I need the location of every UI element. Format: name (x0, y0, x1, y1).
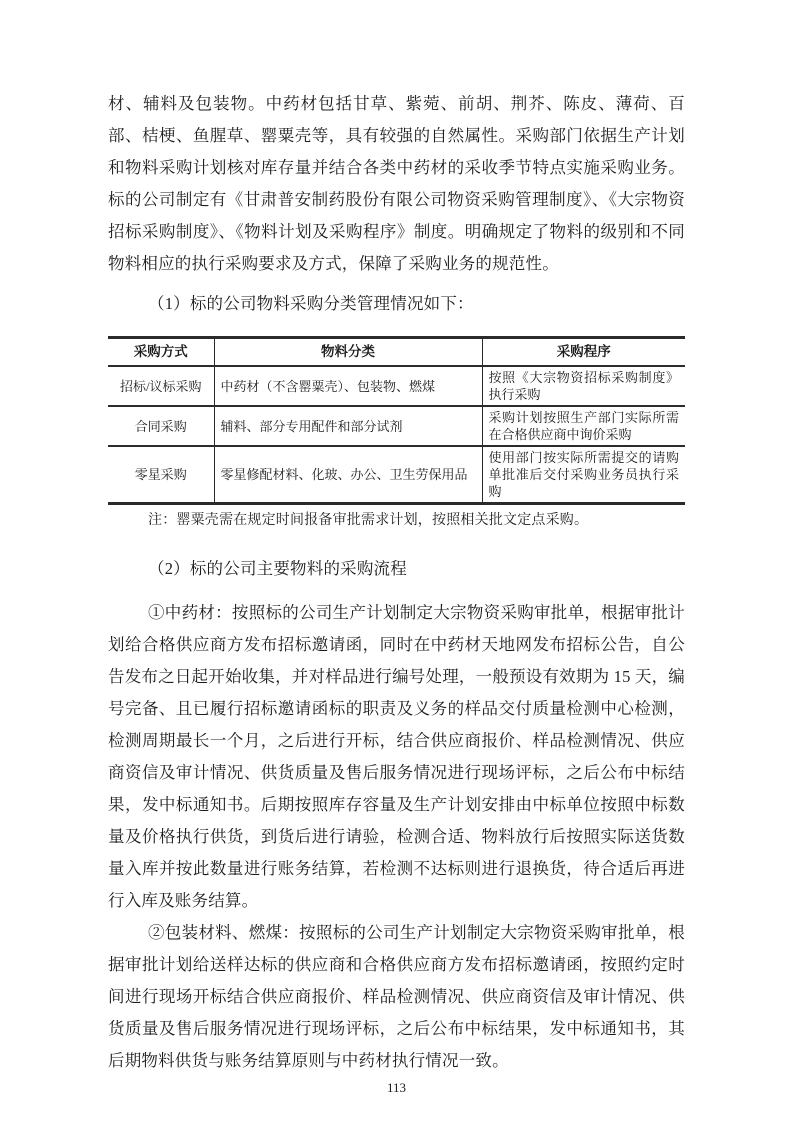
cell-method: 合同采购 (108, 406, 214, 446)
column-header-procedure: 采购程序 (482, 338, 685, 367)
cell-category: 辅料、部分专用配件和部分试剂 (214, 406, 482, 446)
paragraph-herbs-procurement: ①中药材：按照标的公司生产计划制定大宗物资采购审批单，根据审批计划给合格供应商方发布招标邀请函，同时在中药材天地网发布招标公告，自公告发布之日起开始收集，并对样品进行编号处理，一般预设有效期为 15 天，编号完备、且已履行招标邀请函标的职责及义务的样品交付质量检测中心检测，检测周期最长一个月，之后进行开标，结合供应商报价、样品检测情况、供应商资信及审计情况、供货质量及售后服务情况进行现场评标，之后公布中标结果，发中标通知书。后期按照库存容量及生产计划安排由中标单位按照中标数量及价格执行供货，到货后进行请验，检测合适、物料放行后按照实际送货数量入库并按此数量进行账务结算，若检测不达标则进行退换货，待合适后再进行入库及账务结算。 (108, 603, 685, 910)
cell-procedure: 采购计划按照生产部门实际所需在合格供应商中询价采购 (488, 410, 679, 442)
cell-category: 零星修配材料、化玻、办公、卫生劳保用品 (214, 446, 482, 504)
table-note: 注：罂粟壳需在规定时间报备审批需求计划，按照相关批文定点采购。 (148, 513, 589, 528)
column-header-method: 采购方式 (108, 338, 214, 367)
page-number: 113 (386, 1080, 407, 1095)
cell-method: 招标/议标采购 (108, 366, 214, 406)
table-header-row (108, 338, 685, 367)
heading-item-2: （2）标的公司主要物料的采购流程 (148, 559, 407, 578)
cell-category: 中药材（不含罂粟壳）、包装物、燃煤 (214, 366, 482, 406)
heading-item-1: （1）标的公司物料采购分类管理情况如下： (148, 294, 474, 313)
table-row (108, 366, 685, 406)
cell-procedure: 使用部门按实际所需提交的请购单批准后交付采购业务员执行采购 (488, 450, 679, 499)
cell-procedure: 按照《大宗物资招标采购制度》执行采购 (488, 370, 679, 402)
procurement-classification-table (108, 336, 685, 505)
paragraph-packaging-fuel-procurement: ②包装材料、燃煤：按照标的公司生产计划制定大宗物资采购审批单，根据审批计划给送样达标的供应商和合格供应商方发布招标邀请函，按照约定时间进行现场开标结合供应商报价、样品检测情况、供应商资信及审计情况、供货质量及售后服务情况进行现场评标，之后公布中标结果，发中标通知书，其后期物料供货与账务结算原则与中药材执行情况一致。 (108, 923, 685, 1070)
cell-method: 零星采购 (108, 446, 214, 504)
table-row (108, 406, 685, 446)
column-header-category: 物料分类 (214, 338, 482, 367)
paragraph-intro: 材、辅料及包装物。中药材包括甘草、紫菀、前胡、荆芥、陈皮、薄荷、百部、桔梗、鱼腥草、罂粟壳等，具有较强的自然属性。采购部门依据生产计划和物料采购计划核对库存量并结合各类中药材的采收季节特点实施采购业务。标的公司制定有《甘肃普安制药股份有限公司物资采购管理制度》、《大宗物资招标采购制度》、《物料计划及采购程序》制度。明确规定了物料的级别和不同物料相应的执行采购要求及方式，保障了采购业务的规范性。 (108, 94, 685, 273)
table-row (108, 446, 685, 504)
